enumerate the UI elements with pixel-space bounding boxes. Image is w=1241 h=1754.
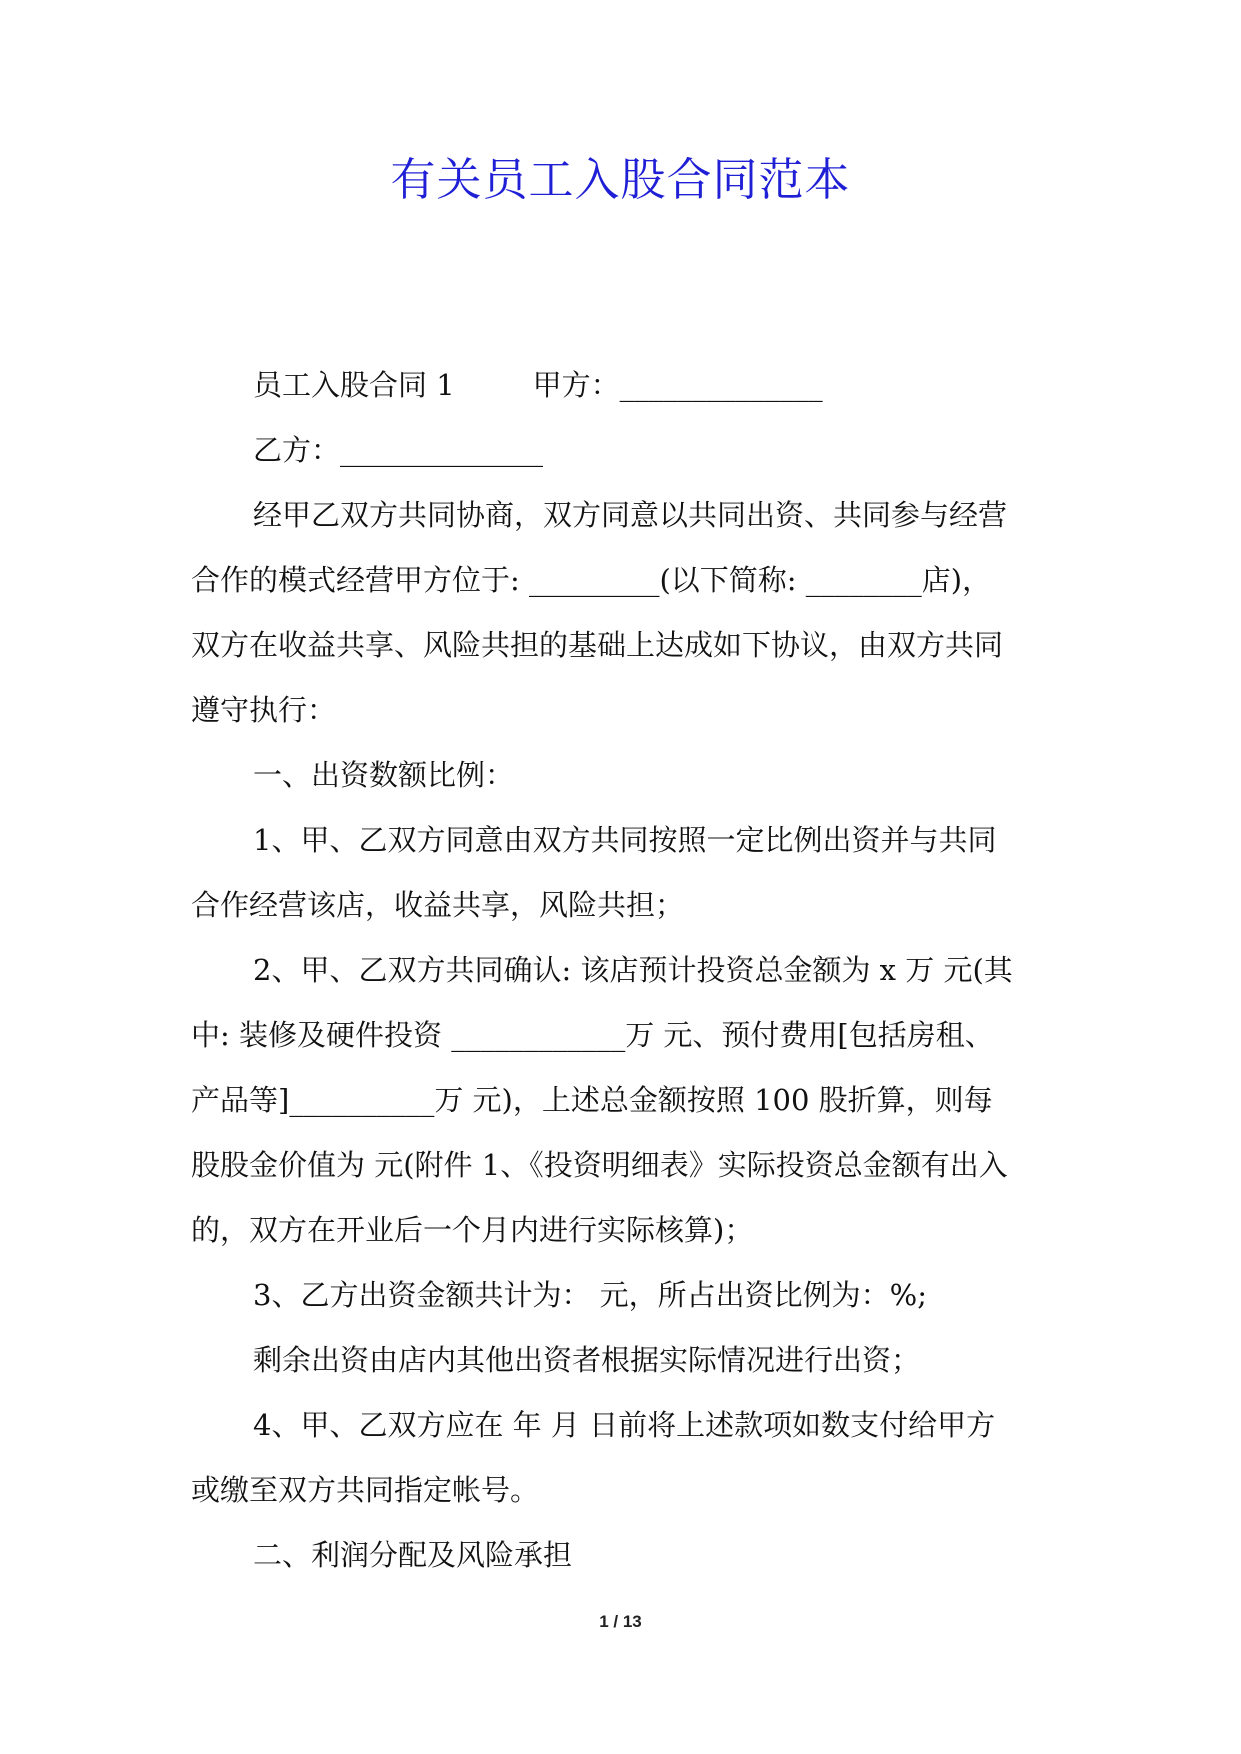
intro-line-1: 经甲乙双方共同协商，双方同意以共同出资、共同参与经营 — [253, 498, 1008, 532]
clause-2-line-1: 2、甲、乙双方共同确认: 该店预计投资总金额为 x 万 元(其 — [253, 953, 1013, 987]
page-indicator: 1 / 13 — [599, 1612, 642, 1631]
clause-4-line-2: 或缴至双方共同指定帐号。 — [191, 1473, 540, 1507]
intro-line-3: 双方在收益共享、风险共担的基础上达成如下协议，由双方共同 — [191, 628, 1004, 662]
clause-2-line-4: 股股金价值为 元(附件 1、《投资明细表》实际投资总金额有出入 — [191, 1148, 1008, 1182]
contract-heading-line — [191, 353, 1061, 418]
clause-3-line-1: 3、乙方出资金额共计为： 元，所占出资比例为：%; — [253, 1278, 927, 1312]
clause-1-line-2: 合作经营该店，收益共享，风险共担； — [191, 888, 685, 922]
clause-2-line-3: 产品等]__________万 元)，上述总金额按照 100 股折算，则每 — [191, 1083, 993, 1117]
intro-line-4: 遵守执行： — [191, 693, 337, 727]
section-heading-1: 一、出资数额比例： — [253, 758, 515, 792]
clause-1-line-1: 1、甲、乙双方同意由双方共同按照一定比例出资并与共同 — [253, 823, 997, 857]
clause-2-line-2: 中: 装修及硬件投资 ____________万 元、预付费用[包括房租、 — [191, 1018, 994, 1052]
clause-2-line-5: 的，双方在开业后一个月内进行实际核算)； — [191, 1213, 754, 1247]
party-a-field: 甲方：______________ — [532, 368, 823, 402]
document-body — [191, 353, 1061, 1588]
intro-line-2: 合作的模式经营甲方位于: _________(以下简称: ________店)， — [191, 563, 992, 597]
party-b-field: 乙方：______________ — [253, 433, 544, 467]
clause-3-line-2: 剩余出资由店内其他出资者根据实际情况进行出资； — [253, 1343, 921, 1377]
contract-heading: 员工入股合同 1 — [253, 368, 455, 402]
clause-4-line-1: 4、甲、乙双方应在 年 月 日前将上述款项如数支付给甲方 — [253, 1408, 996, 1442]
section-heading-2: 二、利润分配及风险承担 — [253, 1538, 573, 1572]
document-title: 有关员工入股合同范本 — [390, 153, 851, 206]
